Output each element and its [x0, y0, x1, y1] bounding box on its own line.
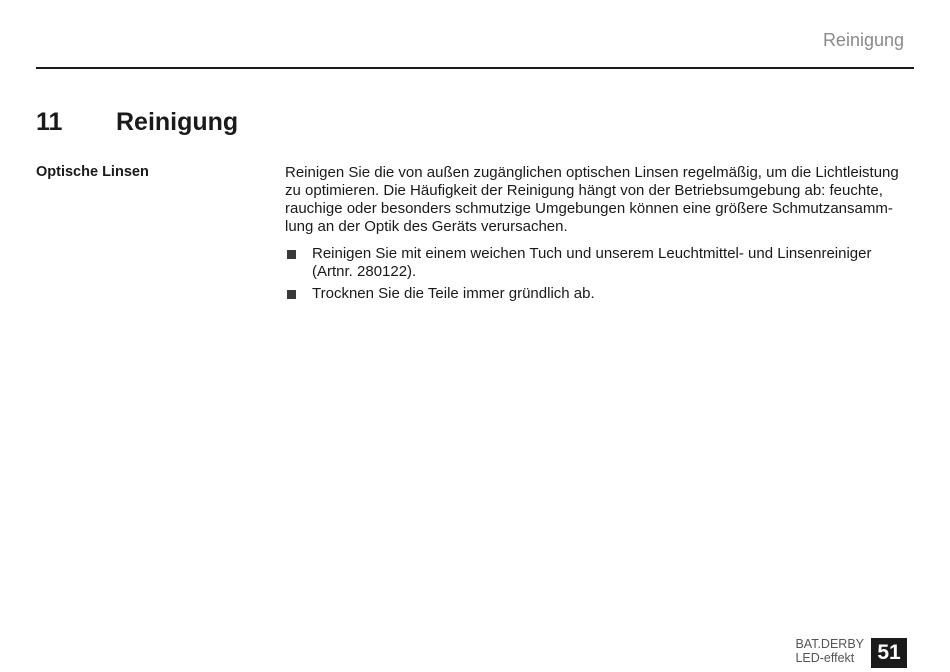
- list-item-text: Trocknen Sie die Teile immer gründlich ab.: [312, 285, 595, 302]
- footer-product-name: [795, 637, 864, 665]
- square-bullet-icon: [287, 250, 296, 259]
- header-divider: [36, 67, 914, 69]
- running-header-title: Reinigung: [822, 30, 904, 50]
- list-item: [285, 245, 907, 281]
- chapter-number: 11: [36, 108, 63, 136]
- section-paragraph: Reinigen Sie die von außen zugänglichen optischen Linsen regelmäßig, um die Lichtleistung zu optimieren. Die Häufigkeit der Reinigung hängt von der Betriebsumgebung ab: feuchte, rauchige oder besonders schmutzige Umgebungen können eine größere Schmutzansamm-lung an der Optik des Geräts verursachen.: [285, 164, 899, 235]
- page-number: 51: [871, 638, 907, 668]
- footer-product-line: LED-effekt: [795, 651, 855, 665]
- section-body: [285, 164, 907, 307]
- chapter-title: Reinigung: [116, 108, 239, 136]
- footer-product-line: BAT.DERBY: [795, 637, 864, 651]
- square-bullet-icon: [287, 290, 296, 299]
- list-item: [285, 285, 907, 303]
- section-label: Optische Linsen: [36, 164, 149, 180]
- list-item-text: Reinigen Sie mit einem weichen Tuch und unserem Leuchtmittel- und Linsenreiniger (Artnr. 280122).: [312, 245, 872, 280]
- bullet-list: [285, 245, 907, 303]
